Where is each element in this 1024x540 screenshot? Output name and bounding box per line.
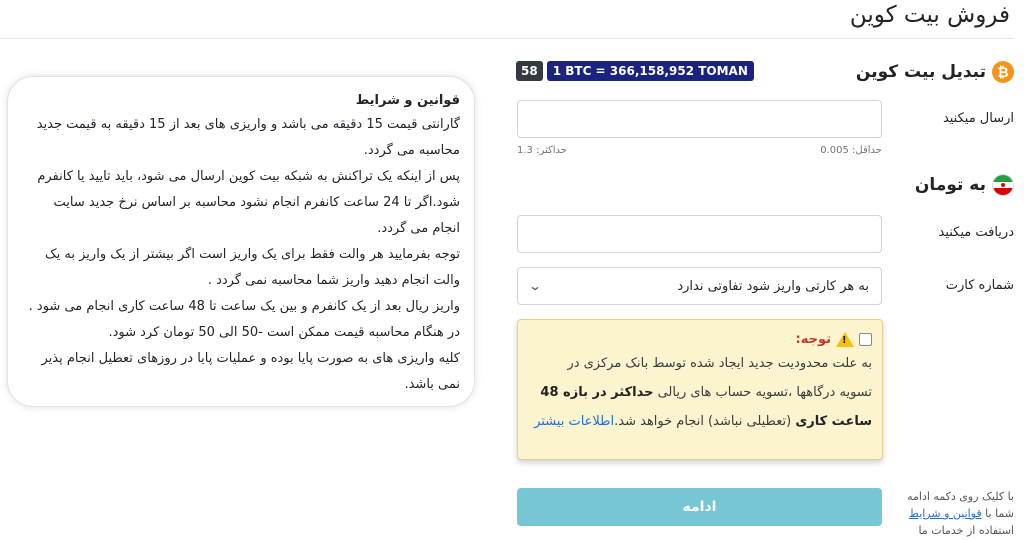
- notice-line: [532, 378, 872, 407]
- page-title: فروش بیت کوین: [849, 2, 1010, 28]
- notice-checkbox[interactable]: [859, 333, 872, 346]
- terms-line: محاسبه می گردد.: [363, 143, 460, 158]
- continue-button[interactable]: ادامه: [517, 488, 882, 526]
- terms-line: والت انجام دهید واریز شما محاسبه نمی گردد .: [207, 273, 460, 288]
- toman-section-heading: [915, 174, 1014, 196]
- btc-section-title: تبدیل بیت کوین: [855, 62, 986, 82]
- chevron-down-icon: ⌄: [527, 279, 543, 293]
- receive-label: دریافت میکنید: [938, 225, 1014, 240]
- send-amount-input[interactable]: [517, 100, 882, 138]
- notice-box: [517, 319, 883, 460]
- max-limit: حداکثر: 1.3: [517, 145, 567, 156]
- send-label: ارسال میکنید: [942, 111, 1014, 126]
- limits-row: [517, 145, 882, 156]
- notice-line: [532, 407, 872, 436]
- terms-note-text: استفاده از خدمات ما: [918, 524, 1014, 537]
- terms-line: واریز ریال بعد از یک کانفرم و بین یک ساعت تا 48 ساعت کاری انجام می شود .: [28, 299, 460, 314]
- notice-heading: [532, 332, 872, 347]
- card-number-label: شماره کارت: [945, 278, 1014, 293]
- terms-line: شود.اگر تا 24 ساعت کانفرم انجام نشود محاسبه بر اساس نرخ جدید سایت: [53, 195, 460, 210]
- terms-line: انجام می گردد.: [377, 221, 460, 236]
- rate-count-badge: 58: [516, 61, 543, 81]
- terms-line: در هنگام محاسبه قیمت ممکن است -50 الی 50 تومان کرد شود.: [108, 325, 460, 340]
- terms-line: پس از اینکه یک تراکنش به شبکه بیت کوین ارسال می شود، باید تایید یا کانفرم: [37, 169, 460, 184]
- terms-body: [24, 112, 460, 398]
- terms-title: قوانین و شرایط: [355, 93, 460, 108]
- terms-line: گارانتی قیمت 15 دقیقه می باشد و واریزی های بعد از 15 دقیقه به قیمت جدید: [36, 117, 460, 132]
- notice-text-fragment: (تعطیلی نباشد) انجام خواهد شد.: [614, 414, 796, 429]
- more-info-link[interactable]: اطلاعات بیشتر: [534, 414, 615, 429]
- notice-emphasis: ساعت کاری: [795, 414, 872, 429]
- notice-text-fragment: تسویه درگاهها ،تسویه حساب های ریالی: [653, 385, 872, 400]
- terms-card: [7, 76, 475, 407]
- btc-section-heading: [856, 61, 1014, 83]
- terms-line: کلیه واریزی های به صورت پایا بوده و عملیات پایا در روزهای تعطیل انجام پذیر: [41, 351, 460, 366]
- terms-note-text: با کلیک روی دکمه ادامه شما با: [907, 490, 1014, 520]
- card-select[interactable]: [517, 267, 882, 305]
- terms-line: نمی باشد.: [404, 377, 460, 392]
- terms-link[interactable]: قوانین و شرایط: [908, 507, 982, 520]
- header-divider: [0, 38, 1014, 39]
- toman-section-title: به تومان: [914, 175, 986, 195]
- iran-flag-icon: [992, 174, 1014, 196]
- notice-line: به علت محدودیت جدید ایجاد شده توسط بانک مرکزی در: [567, 356, 872, 371]
- min-limit: حداقل: 0.005: [820, 145, 882, 156]
- terms-line: توجه بفرمایید هر والت فقط برای یک واریز است اگر بیشتر از یک واریز به یک: [45, 247, 460, 262]
- warning-icon: !: [836, 332, 854, 347]
- card-select-value: به هر کارتی واریز شود تفاوتی ندارد: [677, 278, 869, 294]
- rate-badge: 1 BTC = 366,158,952 TOMAN: [547, 61, 754, 81]
- notice-title: توجه:: [795, 332, 831, 347]
- terms-consent-note: [902, 488, 1014, 539]
- exchange-rate: [516, 61, 754, 81]
- notice-emphasis: حداکثر در بازه 48: [540, 385, 654, 400]
- notice-text: [532, 349, 872, 436]
- receive-amount-input[interactable]: [517, 215, 882, 253]
- bitcoin-icon: ₿: [992, 61, 1014, 83]
